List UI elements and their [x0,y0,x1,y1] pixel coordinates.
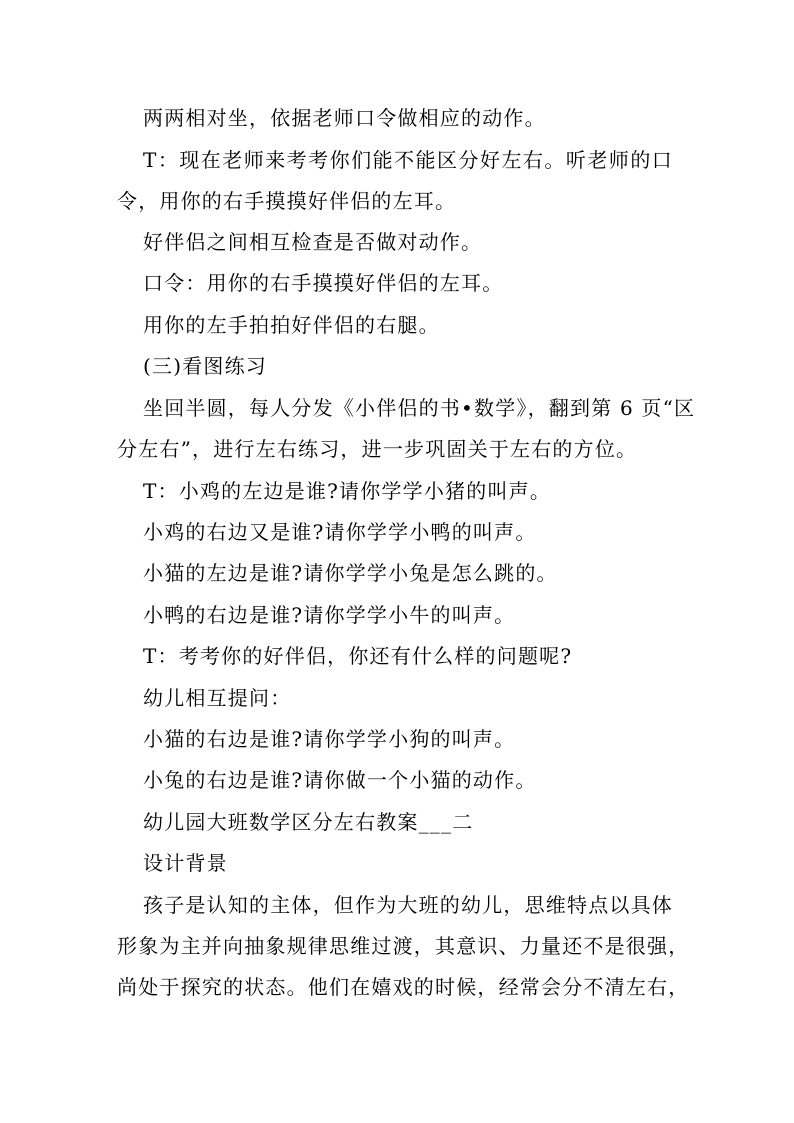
paragraph-line: 好伴侣之间相互检查是否做对动作。 [143,230,483,254]
paragraph-line: 坐回半圆，每人分发《小伴侣的书•数学》，翻到第 6 页“区 [143,396,696,420]
paragraph-line: 两两相对坐，依据老师口令做相应的动作。 [143,106,546,130]
paragraph-line: 用你的左手拍拍好伴侣的右腿。 [143,313,440,337]
paragraph-line: 小猫的左边是谁?请你学学小兔是怎么跳的。 [143,561,558,585]
paragraph-line: 孩子是认知的主体，但作为大班的幼儿，思维特点以具体 [143,893,673,917]
paragraph-line: 口令：用你的右手摸摸好伴侣的左耳。 [143,271,504,295]
paragraph-line: 小兔的右边是谁?请你做一个小猫的动作。 [143,768,537,792]
paragraph-line: 令，用你的右手摸摸好伴侣的左耳。 [117,189,457,213]
paragraph-line: 形象为主并向抽象规律思维过渡，其意识、力量还不是很强， [117,934,690,958]
paragraph-line: 小鸡的右边又是谁?请你学学小鸭的叫声。 [143,520,537,544]
paragraph-line: 幼儿相互提问： [143,686,292,710]
paragraph-line: T：考考你的好伴侣，你还有什么样的问题呢? [143,644,573,668]
paragraph-line: T：现在老师来考考你们能不能区分好左右。听老师的口 [143,148,673,172]
paragraph-line: 尚处于探究的状态。他们在嬉戏的时候，经常会分不清左右， [117,975,690,999]
section-heading: 幼儿园大班数学区分左右教案___二 [143,810,474,834]
paragraph-line: T：小鸡的左边是谁?请你学学小猪的叫声。 [143,479,552,503]
paragraph-line: 分左右”，进行左右练习，进一步巩固关于左右的方位。 [117,437,638,461]
paragraph-line: 小鸭的右边是谁?请你学学小牛的叫声。 [143,603,516,627]
section-heading: (三)看图练习 [143,354,268,378]
section-heading: 设计背景 [143,851,228,875]
paragraph-line: 小猫的右边是谁?请你学学小狗的叫声。 [143,727,516,751]
